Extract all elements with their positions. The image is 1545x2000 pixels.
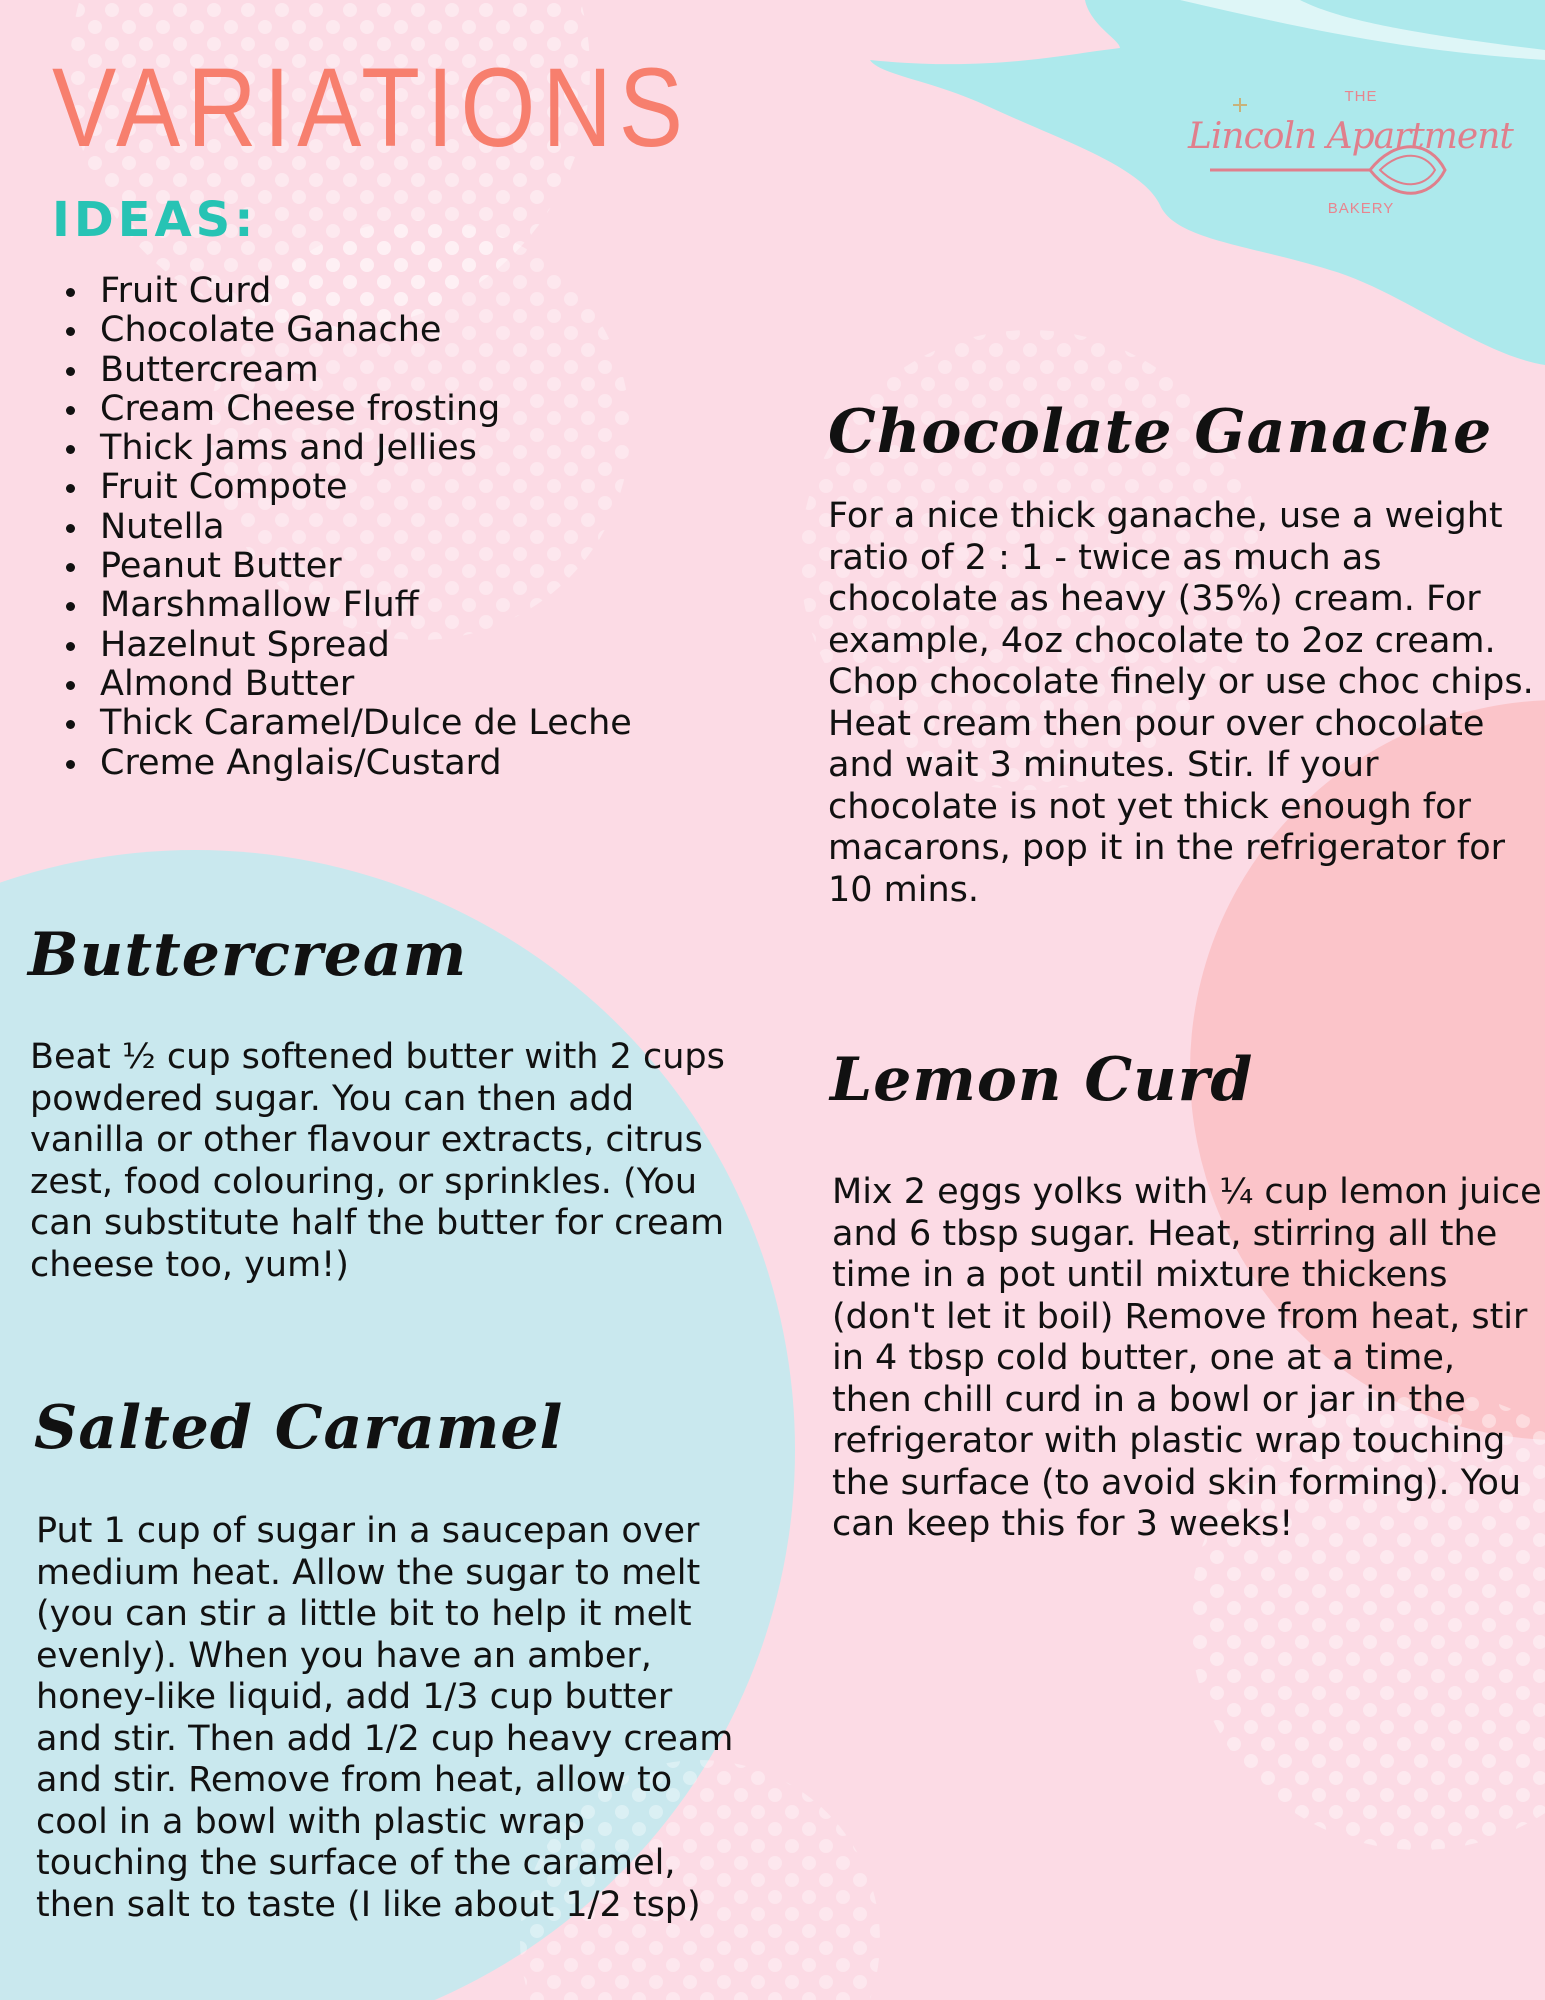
ganache-text: For a nice thick ganache, use a weight ratio of 2 : 1 - twice as much as chocolate as heavy (35%) cream. For example, 4oz chocolate to 2oz cream. Chop chocolate finely or use choc chips. Heat cream then pour over chocolate and wait 3 minutes. Stir. If your chocolate is not yet thick enough for macarons, pop it in the refrigerator for 10 mins.: [828, 496, 1534, 910]
list-item: Thick Caramel/Dulce de Leche: [58, 704, 632, 743]
list-item: Fruit Compote: [58, 468, 632, 507]
logo-bottom-text: BAKERY: [1327, 200, 1395, 217]
list-item: Hazelnut Spread: [58, 626, 632, 665]
salted-caramel-heading: Salted Caramel: [34, 1393, 564, 1463]
list-item: Marshmallow Fluff: [58, 586, 632, 625]
logo-top-text: THE: [1344, 88, 1378, 105]
list-item: Peanut Butter: [58, 547, 632, 586]
bakery-logo: [1180, 78, 1513, 228]
ganache-heading: Chocolate Ganache: [828, 397, 1493, 467]
list-item: Fruit Curd: [58, 272, 632, 311]
salted-caramel-text: Put 1 cup of sugar in a saucepan over medium heat. Allow the sugar to melt (you can stir a little bit to help it melt evenly). When you have an amber, honey-like liquid, add 1/3 cup butter and stir. Then add 1/2 cup heavy cream and stir. Remove from heat, allow to cool in a bowl with plastic wrap touching the surface of the caramel, then salt to taste (I like about 1/2 tsp): [36, 1511, 734, 1925]
buttercream-text: Beat ½ cup softened butter with 2 cups powdered sugar. You can then add vanilla or other flavour extracts, citrus zest, food colouring, or sprinkles. (You can substitute half the butter for cream cheese too, yum!): [30, 1037, 725, 1285]
list-item: Cream Cheese frosting: [58, 390, 632, 429]
list-item: Chocolate Ganache: [58, 311, 632, 350]
list-item: Buttercream: [58, 351, 632, 390]
list-item: Almond Butter: [58, 665, 632, 704]
list-item: Thick Jams and Jellies: [58, 429, 632, 468]
buttercream-heading: Buttercream: [28, 920, 468, 990]
lemon-curd-heading: Lemon Curd: [830, 1045, 1254, 1115]
lemon-curd-text: Mix 2 eggs yolks with ¼ cup lemon juice and 6 tbsp sugar. Heat, stirring all the time in a pot until mixture thickens (don't let it boil) Remove from heat, stir in 4 tbsp cold butter, one at a time, then chill curd in a bowl or jar in the refrigerator with plastic wrap touching the surface (to avoid skin forming). You can keep this for 3 weeks!: [832, 1172, 1542, 1544]
page-title: VARIATIONS: [52, 45, 690, 170]
list-item: Creme Anglais/Custard: [58, 744, 632, 783]
ideas-list: [58, 272, 632, 783]
ideas-subtitle: IDEAS:: [52, 192, 258, 248]
list-item: Nutella: [58, 508, 632, 547]
logo-script-text: Lincoln Apartment: [1188, 116, 1513, 157]
